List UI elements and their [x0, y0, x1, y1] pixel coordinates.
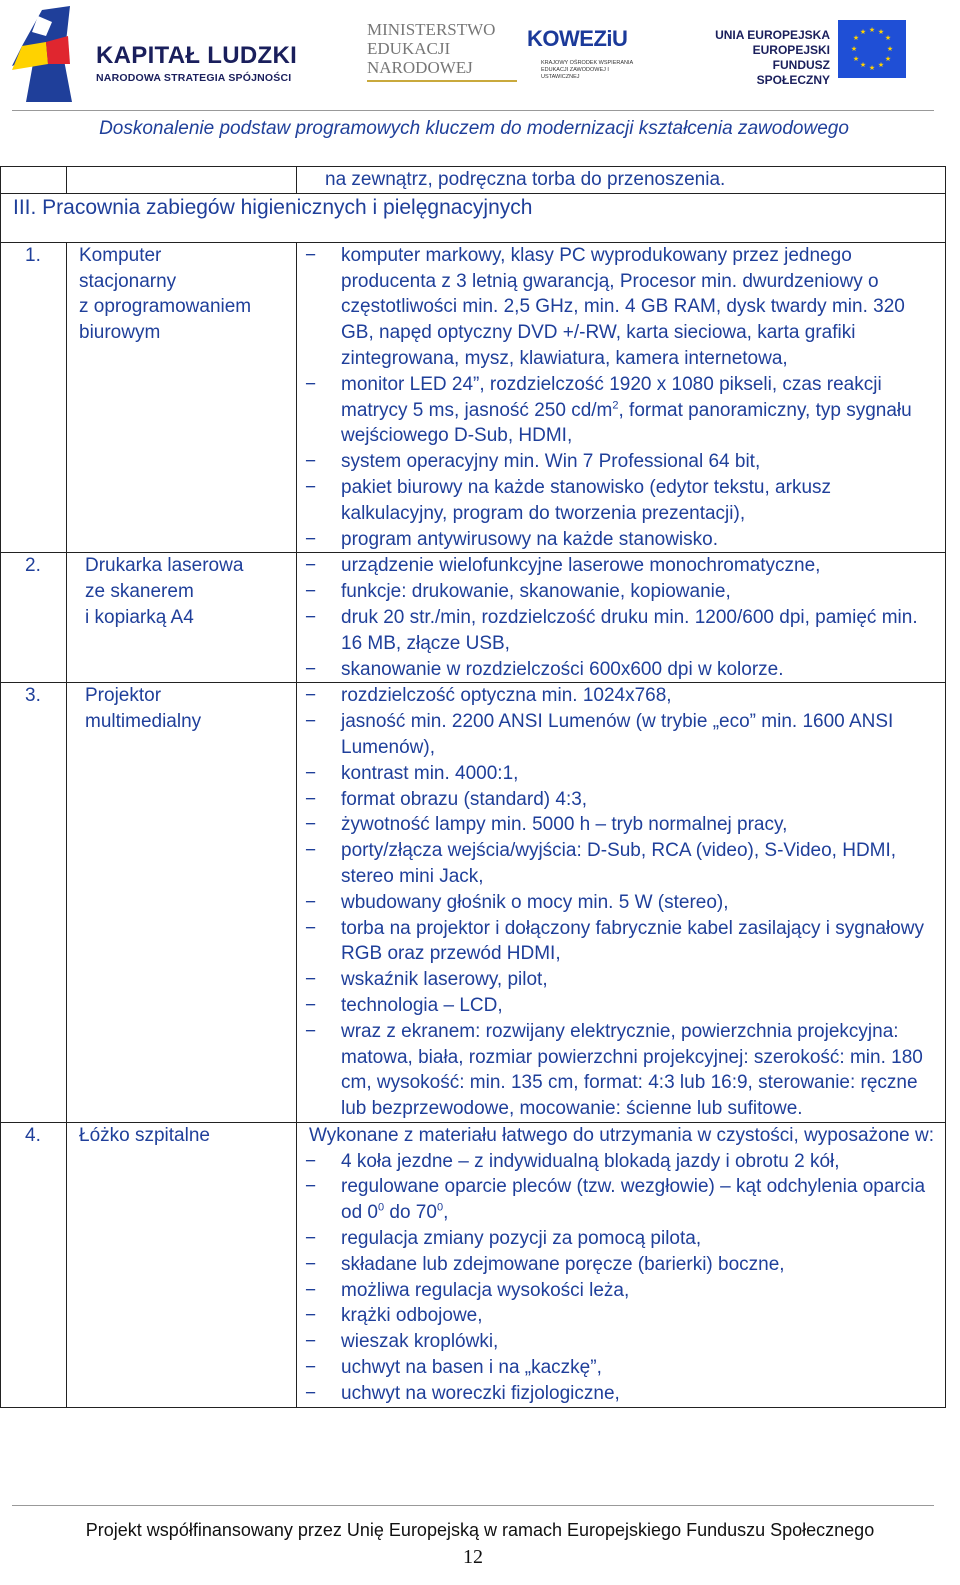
cell-name: [67, 553, 297, 683]
koweziu-title: KOWEZiU: [527, 26, 628, 51]
spec-item: − druk 20 str./min, rozdzielczość druku min. 1200/600 dpi, pamięć min. 16 MB, złącze USB,: [297, 605, 945, 657]
superscript: 2: [612, 399, 619, 412]
spec-item: − program antywirusowy na każde stanowisko.: [297, 527, 945, 553]
row-number: 4.: [25, 1124, 41, 1146]
cell-num: [1, 683, 67, 1123]
cell-name: [67, 683, 297, 1123]
page-number: 12: [463, 1546, 483, 1568]
spec-item: [297, 1174, 945, 1226]
cell-spec: [297, 1122, 946, 1407]
svg-text:★: ★: [884, 34, 892, 42]
table-row: [1, 553, 946, 683]
footer-divider: [12, 1505, 934, 1506]
cell-continued-spec: [297, 167, 946, 194]
spec-item: − pakiet biurowy na każde stanowisko (edytor tekstu, arkusz kalkulacyjny, program do tworzenia prezentacji),: [297, 475, 945, 527]
table-row-continued: [1, 167, 946, 194]
ministry-line-1: MINISTERSTWO: [367, 20, 496, 39]
item-name-line: multimedialny: [85, 711, 202, 733]
spec-item: − wraz z ekranem: rozwijany elektrycznie, powierzchnia projekcyjna: matowa, biała, rozmiar powierzchni projekcyjnej: szerokość: min. 180 cm, wysokość: min. 135 cm, format: 4:3 lub 16:9, sterowanie: ręczne lub bezprzewodowe, mocowanie: ścienne lub sufitowe.: [297, 1019, 945, 1122]
spec-item: − rozdzielczość optyczna min. 1024x768,: [297, 683, 945, 709]
svg-text:★: ★: [852, 34, 860, 42]
item-name-line: i kopiarką A4: [85, 606, 194, 628]
table-row: [1, 1122, 946, 1407]
eu-text: [700, 28, 830, 88]
cell-name: [67, 242, 297, 553]
kapital-ludzki-star-icon: [12, 6, 92, 102]
spec-item: − 4 koła jezdne – z indywidualną blokadą jazdy i obrotu 2 kół,: [297, 1149, 945, 1175]
svg-text:★: ★: [859, 28, 867, 36]
spec-item: − wbudowany głośnik o mocy min. 5 W (stereo),: [297, 890, 945, 916]
svg-text:★: ★: [852, 55, 860, 63]
spec-item: − wskaźnik laserowy, pilot,: [297, 967, 945, 993]
spec-item: − uchwyt na woreczki fizjologiczne,: [297, 1381, 945, 1407]
spec-intro: Wykonane z materiału łatwego do utrzymania w czystości, wyposażone w:: [309, 1124, 934, 1146]
section-row: [1, 193, 946, 242]
spec-item: [297, 372, 945, 449]
cell-spec: [297, 553, 946, 683]
continued-text: na zewnątrz, podręczna torba do przenoszenia.: [325, 169, 726, 190]
svg-text:★: ★: [886, 45, 894, 53]
spec-list: [297, 683, 945, 1122]
page-header: [0, 0, 960, 139]
section-title-cell: [1, 193, 946, 242]
item-name-line: Komputer: [79, 244, 162, 266]
spec-item-text: , format panoramiczny, typ sygnału wejściowego D-Sub, HDMI,: [341, 399, 912, 447]
spec-item: − kontrast min. 4000:1,: [297, 761, 945, 787]
spec-item-text: monitor LED 24”, rozdzielczość 1920 x 1080 pikseli, czas reakcji matrycy 5 ms, jasność 250 cd/m: [341, 373, 882, 421]
spec-item: − torba na projektor i dołączony fabrycznie kabel zasilający i sygnałowy RGB oraz przewód HDMI,: [297, 916, 945, 968]
row-number: 2.: [25, 555, 41, 577]
item-name-line: z oprogramowaniem: [79, 296, 252, 318]
cell-empty-name: [67, 167, 297, 194]
spec-item: − komputer markowy, klasy PC wyprodukowany przez jednego producenta z 3 letnią gwarancją, Procesor min. dwurdzeniowy o częstotliwości min. 2,5 GHz, min. 4 GB RAM, dysk twardy min. 320 GB, napęd optyczny DVD +/-RW, karta sieciowa, karta grafiki zintegrowana, mysz, klawiatura, kamera internetowa,: [297, 243, 945, 372]
header-divider: [12, 110, 934, 111]
spec-list: [297, 243, 945, 553]
svg-text:★: ★: [877, 28, 885, 36]
eu-logo: [700, 20, 910, 90]
svg-text:★: ★: [877, 61, 885, 69]
spec-item: − system operacyjny min. Win 7 Professional 64 bit,: [297, 449, 945, 475]
eu-line-3: FUNDUSZ SPOŁECZNY: [756, 58, 830, 87]
spec-item: − format obrazu (standard) 4:3,: [297, 787, 945, 813]
item-name-line: Drukarka laserowa: [85, 555, 244, 577]
cell-empty-num: [1, 167, 67, 194]
koweziu-subtitle: KRAJOWY OŚRODEK WSPIERANIA EDUKACJI ZAWODOWEJ I USTAWICZNEJ: [541, 60, 633, 80]
item-name-line: biurowym: [79, 322, 161, 344]
kapital-ludzki-logo: [12, 6, 312, 102]
equipment-table: [0, 166, 946, 1408]
item-name-line: ze skanerem: [85, 581, 194, 603]
spec-item: − porty/złącza wejścia/wyjścia: D-Sub, RCA (video), S-Video, HDMI, stereo mini Jack,: [297, 838, 945, 890]
spec-item: − możliwa regulacja wysokości leża,: [297, 1278, 945, 1304]
cell-name: [67, 1122, 297, 1407]
cell-num: [1, 1122, 67, 1407]
row-number: 3.: [25, 685, 41, 707]
item-name-line: Łóżko szpitalne: [79, 1124, 210, 1146]
spec-item: − wieszak kroplówki,: [297, 1329, 945, 1355]
svg-text:★: ★: [884, 55, 892, 63]
superscript: 0: [377, 1201, 385, 1214]
item-name-line: stacjonarny: [79, 270, 177, 292]
ministry-underline: [367, 80, 517, 82]
spec-item: − uchwyt na basen i na „kaczkę”,: [297, 1355, 945, 1381]
kapital-ludzki-subtitle: NARODOWA STRATEGIA SPÓJNOŚCI: [96, 72, 292, 84]
spec-item: − jasność min. 2200 ANSI Lumenów (w trybie „eco” min. 1600 ANSI Lumenów),: [297, 709, 945, 761]
eu-flag-icon: [838, 20, 906, 78]
eu-line-1: UNIA EUROPEJSKA: [715, 28, 830, 42]
spec-list: [297, 1149, 945, 1407]
superscript: 0: [436, 1201, 444, 1214]
eu-line-2: EUROPEJSKI: [752, 43, 830, 57]
ministry-line-3: NARODOWEJ: [367, 58, 473, 77]
kapital-ludzki-title: KAPITAŁ LUDZKI: [96, 42, 298, 69]
section-title: III. Pracownia zabiegów higienicznych i pielęgnacyjnych: [13, 195, 533, 219]
cell-spec: [297, 242, 946, 553]
spec-list: [297, 553, 945, 682]
spec-item: − krążki odbojowe,: [297, 1303, 945, 1329]
row-number: 1.: [25, 244, 41, 266]
spec-item: − żywotność lampy min. 5000 h – tryb normalnej pracy,: [297, 812, 945, 838]
cell-num: [1, 553, 67, 683]
footer-text: Projekt współfinansowany przez Unię Europejską w ramach Europejskiego Funduszu Społecznego: [85, 1520, 875, 1540]
spec-item: − składane lub zdejmowane poręcze (barierki) boczne,: [297, 1252, 945, 1278]
spec-item: − regulacja zmiany pozycji za pomocą pilota,: [297, 1226, 945, 1252]
cell-spec: [297, 683, 946, 1123]
svg-text:★: ★: [859, 61, 867, 69]
header-tagline: Doskonalenie podstaw programowych kluczem do modernizacji kształcenia zawodowego: [99, 118, 849, 139]
spec-item-text: do 70: [384, 1202, 437, 1224]
spec-item-text: regulowane oparcie pleców (tzw. wezgłowie) – kąt odchylenia oparcia od 0: [341, 1176, 926, 1224]
item-name-line: Projektor: [85, 685, 162, 707]
ministry-line-2: EDUKACJI: [367, 39, 451, 58]
svg-text:★: ★: [868, 64, 876, 72]
spec-item-text: ,: [443, 1202, 449, 1224]
spec-item: − technologia – LCD,: [297, 993, 945, 1019]
svg-text:★: ★: [868, 26, 876, 34]
spec-item: − skanowanie w rozdzielczości 600x600 dpi w kolorze.: [297, 657, 945, 683]
table-row: [1, 242, 946, 553]
svg-text:★: ★: [850, 45, 858, 53]
koweziu-logo: [527, 18, 642, 80]
spec-item: − funkcje: drukowanie, skanowanie, kopiowanie,: [297, 579, 945, 605]
cell-num: [1, 242, 67, 553]
ministry-logo: [367, 20, 495, 77]
spec-item: − urządzenie wielofunkcyjne laserowe monochromatyczne,: [297, 553, 945, 579]
table-row: [1, 683, 946, 1123]
